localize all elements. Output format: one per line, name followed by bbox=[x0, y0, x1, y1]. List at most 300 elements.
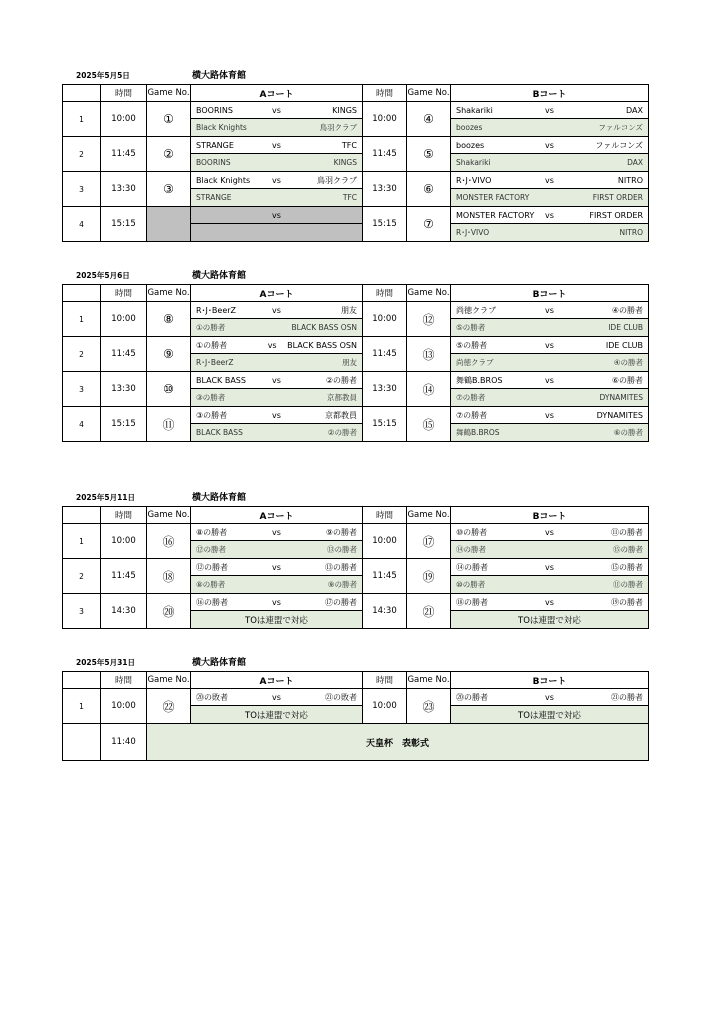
time-cell: 13:30 bbox=[101, 372, 147, 407]
team-right: ファルコンズ bbox=[595, 140, 643, 150]
row-index: 3 bbox=[63, 372, 101, 407]
match-top bbox=[451, 137, 648, 154]
court-a-match bbox=[191, 559, 363, 594]
officials-right: 鳥羽クラブ bbox=[319, 123, 357, 132]
game-no-header: Game No. bbox=[147, 507, 191, 524]
blank-header bbox=[63, 507, 101, 524]
game-number: ⑬ bbox=[407, 337, 451, 372]
team-left: ⑦の勝者 bbox=[456, 410, 488, 420]
court-a-match bbox=[191, 207, 363, 242]
match-bottom bbox=[451, 576, 648, 593]
team-right: ④の勝者 bbox=[611, 305, 643, 315]
officials-left: ⑦の勝者 bbox=[456, 393, 486, 402]
time-cell: 11:45 bbox=[363, 559, 407, 594]
match-bottom bbox=[191, 389, 362, 406]
vs-label: vs bbox=[545, 527, 554, 537]
game-no-header: Game No. bbox=[407, 507, 451, 524]
game-no-header: Game No. bbox=[147, 85, 191, 102]
court-a-match bbox=[191, 102, 363, 137]
court-b-match bbox=[451, 102, 649, 137]
match-top bbox=[451, 407, 648, 424]
game-number: ⑫ bbox=[407, 302, 451, 337]
team-left: 尚徳クラブ bbox=[456, 305, 496, 315]
schedule-table bbox=[62, 284, 649, 442]
officials-left: Black Knights bbox=[196, 123, 247, 132]
match-top bbox=[451, 524, 648, 541]
team-left: R･J･BeerZ bbox=[196, 305, 237, 315]
officials-right: BLACK BASS OSN bbox=[291, 323, 357, 332]
officials-right: ④の勝者 bbox=[613, 358, 643, 367]
table-row bbox=[63, 559, 649, 594]
team-right: ⑬の勝者 bbox=[325, 562, 357, 572]
day-section bbox=[62, 490, 648, 629]
match-bottom bbox=[451, 389, 648, 406]
game-no-header: Game No. bbox=[407, 285, 451, 302]
team-right: DYNAMITES bbox=[596, 410, 643, 420]
team-left: BOORINS bbox=[196, 105, 233, 115]
team-left: boozes bbox=[456, 140, 485, 150]
vs-label: vs bbox=[545, 340, 554, 350]
game-no-header: Game No. bbox=[407, 85, 451, 102]
court-a-match bbox=[191, 337, 363, 372]
vs-label: vs bbox=[272, 410, 281, 420]
table-row bbox=[63, 137, 649, 172]
court-b-match bbox=[451, 207, 649, 242]
day-header bbox=[62, 268, 648, 284]
date-label: 2025年5月11日 bbox=[76, 493, 136, 502]
team-left: ①の勝者 bbox=[196, 340, 228, 350]
team-left: R･J･VIVO bbox=[456, 175, 492, 185]
match-bottom bbox=[191, 224, 362, 241]
time-cell: 10:00 bbox=[101, 102, 147, 137]
court-b-match bbox=[451, 137, 649, 172]
officials-left: BOORINS bbox=[196, 158, 231, 167]
officials-right: DYNAMITES bbox=[599, 393, 643, 402]
match-bottom bbox=[451, 541, 648, 558]
court-a-match bbox=[191, 137, 363, 172]
match-top bbox=[451, 559, 648, 576]
officials-left: 舞鶴B.BROS bbox=[456, 428, 500, 437]
court-a-header: Aコート bbox=[191, 85, 363, 102]
time-header: 時間 bbox=[101, 285, 147, 302]
blank-header bbox=[63, 285, 101, 302]
vs-label: vs bbox=[272, 105, 281, 115]
team-right: TFC bbox=[341, 140, 357, 150]
officials-left: ⑭の勝者 bbox=[456, 545, 486, 554]
officials-left: boozes bbox=[456, 123, 483, 132]
team-right: 鳥羽クラブ bbox=[317, 175, 357, 185]
vs-label: vs bbox=[545, 597, 554, 607]
officials-right: DAX bbox=[627, 158, 643, 167]
time-cell: 10:00 bbox=[101, 302, 147, 337]
game-number: ③ bbox=[147, 172, 191, 207]
time-cell: 11:45 bbox=[101, 337, 147, 372]
team-left: BLACK BASS bbox=[196, 375, 246, 385]
court-a-match bbox=[191, 689, 363, 724]
court-b-match bbox=[451, 524, 649, 559]
day-section bbox=[62, 268, 648, 442]
time-header: 時間 bbox=[363, 507, 407, 524]
officials-left: STRANGE bbox=[196, 193, 232, 202]
vs-label: vs bbox=[272, 597, 281, 607]
officials-left: ⑩の勝者 bbox=[456, 580, 486, 589]
match-top bbox=[191, 137, 362, 154]
table-row bbox=[63, 689, 649, 724]
team-right: IDE CLUB bbox=[605, 340, 643, 350]
team-right: ㉑の勝者 bbox=[611, 692, 643, 702]
header-row bbox=[63, 507, 649, 524]
table-row bbox=[63, 337, 649, 372]
officials-right: KINGS bbox=[333, 158, 357, 167]
table-row bbox=[63, 407, 649, 442]
row-index: 2 bbox=[63, 559, 101, 594]
match-bottom bbox=[451, 424, 648, 441]
match-bottom bbox=[451, 154, 648, 171]
ceremony-time: 11:40 bbox=[101, 724, 147, 761]
time-cell: 11:45 bbox=[101, 137, 147, 172]
game-number: ⑧ bbox=[147, 302, 191, 337]
vs-label: vs bbox=[267, 340, 277, 350]
officials-right: ⑥の勝者 bbox=[613, 428, 643, 437]
court-b-header: Bコート bbox=[451, 507, 649, 524]
officials-left: R･J･BeerZ bbox=[196, 358, 234, 367]
match-bottom bbox=[191, 189, 362, 206]
court-a-header: Aコート bbox=[191, 672, 363, 689]
game-number: ⑪ bbox=[147, 407, 191, 442]
row-index: 3 bbox=[63, 172, 101, 207]
time-cell: 11:45 bbox=[363, 337, 407, 372]
venue-label: 横大路体育館 bbox=[192, 658, 247, 668]
match-top bbox=[451, 302, 648, 319]
vs-label: vs bbox=[272, 140, 281, 150]
officials-left: Shakariki bbox=[456, 158, 491, 167]
game-no-header: Game No. bbox=[147, 285, 191, 302]
time-cell: 14:30 bbox=[363, 594, 407, 629]
row-index: 1 bbox=[63, 689, 101, 724]
officials-left: 尚徳クラブ bbox=[456, 358, 494, 367]
header-row bbox=[63, 285, 649, 302]
match-bottom bbox=[191, 424, 362, 441]
team-right: ②の勝者 bbox=[325, 375, 357, 385]
officials-left: R･J･VIVO bbox=[456, 228, 490, 237]
team-right: 朋友 bbox=[341, 305, 357, 315]
match-top bbox=[451, 207, 648, 224]
match-top bbox=[191, 172, 362, 189]
match-top bbox=[451, 102, 648, 119]
match-top bbox=[191, 337, 362, 354]
game-no-header: Game No. bbox=[407, 672, 451, 689]
court-b-header: Bコート bbox=[451, 285, 649, 302]
team-right: ⑰の勝者 bbox=[325, 597, 357, 607]
officials-right: 朋友 bbox=[342, 358, 357, 367]
court-a-match bbox=[191, 172, 363, 207]
to-note: TOは連盟で対応 bbox=[451, 611, 648, 628]
time-cell: 10:00 bbox=[363, 302, 407, 337]
header-row bbox=[63, 85, 649, 102]
table-row bbox=[63, 207, 649, 242]
match-bottom bbox=[191, 541, 362, 558]
court-a-header: Aコート bbox=[191, 285, 363, 302]
court-b-match bbox=[451, 337, 649, 372]
team-left: 舞鶴B.BROS bbox=[456, 375, 503, 385]
venue-label: 横大路体育館 bbox=[192, 493, 247, 503]
match-top bbox=[451, 337, 648, 354]
to-note: TOは連盟で対応 bbox=[191, 611, 362, 628]
team-right: ⑲の勝者 bbox=[611, 597, 643, 607]
header-row bbox=[63, 672, 649, 689]
vs-label: vs bbox=[545, 210, 554, 220]
time-cell: 13:30 bbox=[363, 372, 407, 407]
game-no-header: Game No. bbox=[147, 672, 191, 689]
day-header bbox=[62, 490, 648, 506]
schedule-table bbox=[62, 506, 649, 629]
match-top bbox=[191, 102, 362, 119]
team-left: ⑳の敗者 bbox=[196, 692, 228, 702]
vs-label: vs bbox=[545, 562, 554, 572]
team-left: ⑩の勝者 bbox=[456, 527, 488, 537]
row-index: 1 bbox=[63, 524, 101, 559]
court-b-header: Bコート bbox=[451, 672, 649, 689]
day-section bbox=[62, 655, 648, 761]
day-section bbox=[62, 68, 648, 242]
court-b-match bbox=[451, 559, 649, 594]
time-cell: 15:15 bbox=[363, 207, 407, 242]
vs-label: vs bbox=[272, 305, 281, 315]
time-header: 時間 bbox=[101, 507, 147, 524]
blank-header bbox=[63, 85, 101, 102]
match-top bbox=[191, 594, 362, 611]
match-top bbox=[191, 407, 362, 424]
team-right: 京都教員 bbox=[325, 410, 357, 420]
game-number: ① bbox=[147, 102, 191, 137]
match-top bbox=[191, 689, 362, 706]
team-left: Shakariki bbox=[456, 105, 493, 115]
court-a-match bbox=[191, 524, 363, 559]
court-a-header: Aコート bbox=[191, 507, 363, 524]
date-label: 2025年5月6日 bbox=[76, 271, 130, 280]
game-number: ⑤ bbox=[407, 137, 451, 172]
to-note: TOは連盟で対応 bbox=[451, 706, 648, 723]
table-row bbox=[63, 372, 649, 407]
court-b-match bbox=[451, 302, 649, 337]
game-number: ⑱ bbox=[147, 559, 191, 594]
time-header: 時間 bbox=[363, 672, 407, 689]
officials-right: ⑮の勝者 bbox=[613, 545, 643, 554]
ceremony-label: 天皇杯 表彰式 bbox=[147, 724, 649, 761]
court-a-match bbox=[191, 594, 363, 629]
court-b-match bbox=[451, 594, 649, 629]
officials-left: ⑧の勝者 bbox=[196, 580, 226, 589]
officials-right: ⑬の勝者 bbox=[327, 545, 357, 554]
venue-label: 横大路体育館 bbox=[192, 71, 247, 81]
schedule-table bbox=[62, 671, 649, 761]
court-a-match bbox=[191, 302, 363, 337]
vs-label: vs bbox=[272, 175, 281, 185]
game-number: ㉓ bbox=[407, 689, 451, 724]
table-row bbox=[63, 524, 649, 559]
team-right: NITRO bbox=[617, 175, 643, 185]
schedule-table bbox=[62, 84, 649, 242]
team-left: ⑧の勝者 bbox=[196, 527, 228, 537]
team-left: Black Knights bbox=[196, 175, 251, 185]
team-left: MONSTER FACTORY bbox=[456, 210, 535, 220]
row-index: 2 bbox=[63, 137, 101, 172]
court-b-header: Bコート bbox=[451, 85, 649, 102]
court-a-match bbox=[191, 407, 363, 442]
team-left: STRANGE bbox=[196, 140, 234, 150]
to-note: TOは連盟で対応 bbox=[191, 706, 362, 723]
match-bottom bbox=[451, 119, 648, 136]
match-bottom bbox=[191, 119, 362, 136]
table-row bbox=[63, 102, 649, 137]
team-right: ⑨の勝者 bbox=[325, 527, 357, 537]
game-number: ② bbox=[147, 137, 191, 172]
officials-left: MONSTER FACTORY bbox=[456, 193, 530, 202]
game-number: ⑳ bbox=[147, 594, 191, 629]
match-top bbox=[191, 372, 362, 389]
match-bottom bbox=[191, 576, 362, 593]
time-header: 時間 bbox=[363, 285, 407, 302]
match-top bbox=[451, 689, 648, 706]
blank-cell bbox=[63, 724, 101, 761]
game-number: ⑰ bbox=[407, 524, 451, 559]
time-cell: 11:45 bbox=[363, 137, 407, 172]
time-cell: 10:00 bbox=[363, 524, 407, 559]
match-top bbox=[451, 372, 648, 389]
time-cell: 10:00 bbox=[363, 689, 407, 724]
blank-header bbox=[63, 672, 101, 689]
officials-left: ①の勝者 bbox=[196, 323, 226, 332]
time-cell: 10:00 bbox=[363, 102, 407, 137]
row-index: 2 bbox=[63, 337, 101, 372]
officials-left: ③の勝者 bbox=[196, 393, 226, 402]
game-number: ㉑ bbox=[407, 594, 451, 629]
team-right: KINGS bbox=[332, 105, 357, 115]
game-number: ⑥ bbox=[407, 172, 451, 207]
time-header: 時間 bbox=[101, 85, 147, 102]
team-left: ⑤の勝者 bbox=[456, 340, 488, 350]
officials-right: ⑨の勝者 bbox=[327, 580, 357, 589]
team-left: ⑭の勝者 bbox=[456, 562, 488, 572]
team-right: ⑮の勝者 bbox=[611, 562, 643, 572]
game-number: ⑩ bbox=[147, 372, 191, 407]
court-b-match bbox=[451, 172, 649, 207]
game-number bbox=[147, 207, 191, 242]
team-right: ㉑の敗者 bbox=[325, 692, 357, 702]
game-number: ⑯ bbox=[147, 524, 191, 559]
game-number: ⑭ bbox=[407, 372, 451, 407]
officials-right: IDE CLUB bbox=[608, 323, 643, 332]
court-b-match bbox=[451, 372, 649, 407]
ceremony-row bbox=[63, 724, 649, 761]
row-index: 3 bbox=[63, 594, 101, 629]
vs-label: vs bbox=[272, 562, 281, 572]
game-number: ⑲ bbox=[407, 559, 451, 594]
match-bottom bbox=[451, 319, 648, 336]
vs-label: vs bbox=[272, 692, 281, 702]
officials-right: 京都教員 bbox=[327, 393, 357, 402]
game-number: ④ bbox=[407, 102, 451, 137]
vs-label: vs bbox=[272, 527, 281, 537]
court-a-match bbox=[191, 372, 363, 407]
vs-label: vs bbox=[272, 375, 281, 385]
vs-label: vs bbox=[545, 140, 554, 150]
match-top bbox=[191, 207, 362, 224]
game-number: ⑨ bbox=[147, 337, 191, 372]
time-cell: 15:15 bbox=[363, 407, 407, 442]
team-right: FIRST ORDER bbox=[589, 210, 643, 220]
table-row bbox=[63, 302, 649, 337]
match-bottom bbox=[451, 189, 648, 206]
officials-left: BLACK BASS bbox=[196, 428, 243, 437]
team-left: ⑯の勝者 bbox=[196, 597, 228, 607]
vs-label: vs bbox=[545, 175, 554, 185]
time-header: 時間 bbox=[363, 85, 407, 102]
day-header bbox=[62, 655, 648, 671]
officials-right: ②の勝者 bbox=[327, 428, 357, 437]
venue-label: 横大路体育館 bbox=[192, 271, 247, 281]
table-row bbox=[63, 594, 649, 629]
date-label: 2025年5月5日 bbox=[76, 71, 130, 80]
time-cell: 15:15 bbox=[101, 207, 147, 242]
match-top bbox=[451, 594, 648, 611]
match-top bbox=[191, 302, 362, 319]
vs-label: vs bbox=[272, 210, 281, 220]
time-cell: 14:30 bbox=[101, 594, 147, 629]
table-row bbox=[63, 172, 649, 207]
team-right: DAX bbox=[626, 105, 643, 115]
game-number: ㉒ bbox=[147, 689, 191, 724]
row-index: 4 bbox=[63, 407, 101, 442]
time-cell: 10:00 bbox=[101, 689, 147, 724]
vs-label: vs bbox=[545, 375, 554, 385]
officials-right: ファルコンズ bbox=[598, 123, 643, 132]
match-top bbox=[451, 172, 648, 189]
officials-right: NITRO bbox=[619, 228, 643, 237]
vs-label: vs bbox=[545, 410, 554, 420]
match-bottom bbox=[451, 224, 648, 241]
team-left: ⑫の勝者 bbox=[196, 562, 228, 572]
match-bottom bbox=[191, 354, 362, 371]
team-right: BLACK BASS OSN bbox=[287, 340, 357, 350]
team-right: ⑥の勝者 bbox=[611, 375, 643, 385]
time-cell: 13:30 bbox=[363, 172, 407, 207]
time-cell: 11:45 bbox=[101, 559, 147, 594]
row-index: 4 bbox=[63, 207, 101, 242]
row-index: 1 bbox=[63, 302, 101, 337]
day-header bbox=[62, 68, 648, 84]
match-top bbox=[191, 559, 362, 576]
match-bottom bbox=[451, 354, 648, 371]
team-left: ⑳の勝者 bbox=[456, 692, 488, 702]
team-left: ③の勝者 bbox=[196, 410, 228, 420]
row-index: 1 bbox=[63, 102, 101, 137]
time-header: 時間 bbox=[101, 672, 147, 689]
vs-label: vs bbox=[545, 105, 554, 115]
officials-left: ⑫の勝者 bbox=[196, 545, 226, 554]
match-bottom bbox=[191, 154, 362, 171]
court-b-match bbox=[451, 407, 649, 442]
game-number: ⑦ bbox=[407, 207, 451, 242]
officials-right: FIRST ORDER bbox=[592, 193, 643, 202]
time-cell: 10:00 bbox=[101, 524, 147, 559]
team-right: ⑪の勝者 bbox=[611, 527, 643, 537]
game-number: ⑮ bbox=[407, 407, 451, 442]
vs-label: vs bbox=[545, 305, 554, 315]
match-top bbox=[191, 524, 362, 541]
vs-label: vs bbox=[545, 692, 554, 702]
court-b-match bbox=[451, 689, 649, 724]
